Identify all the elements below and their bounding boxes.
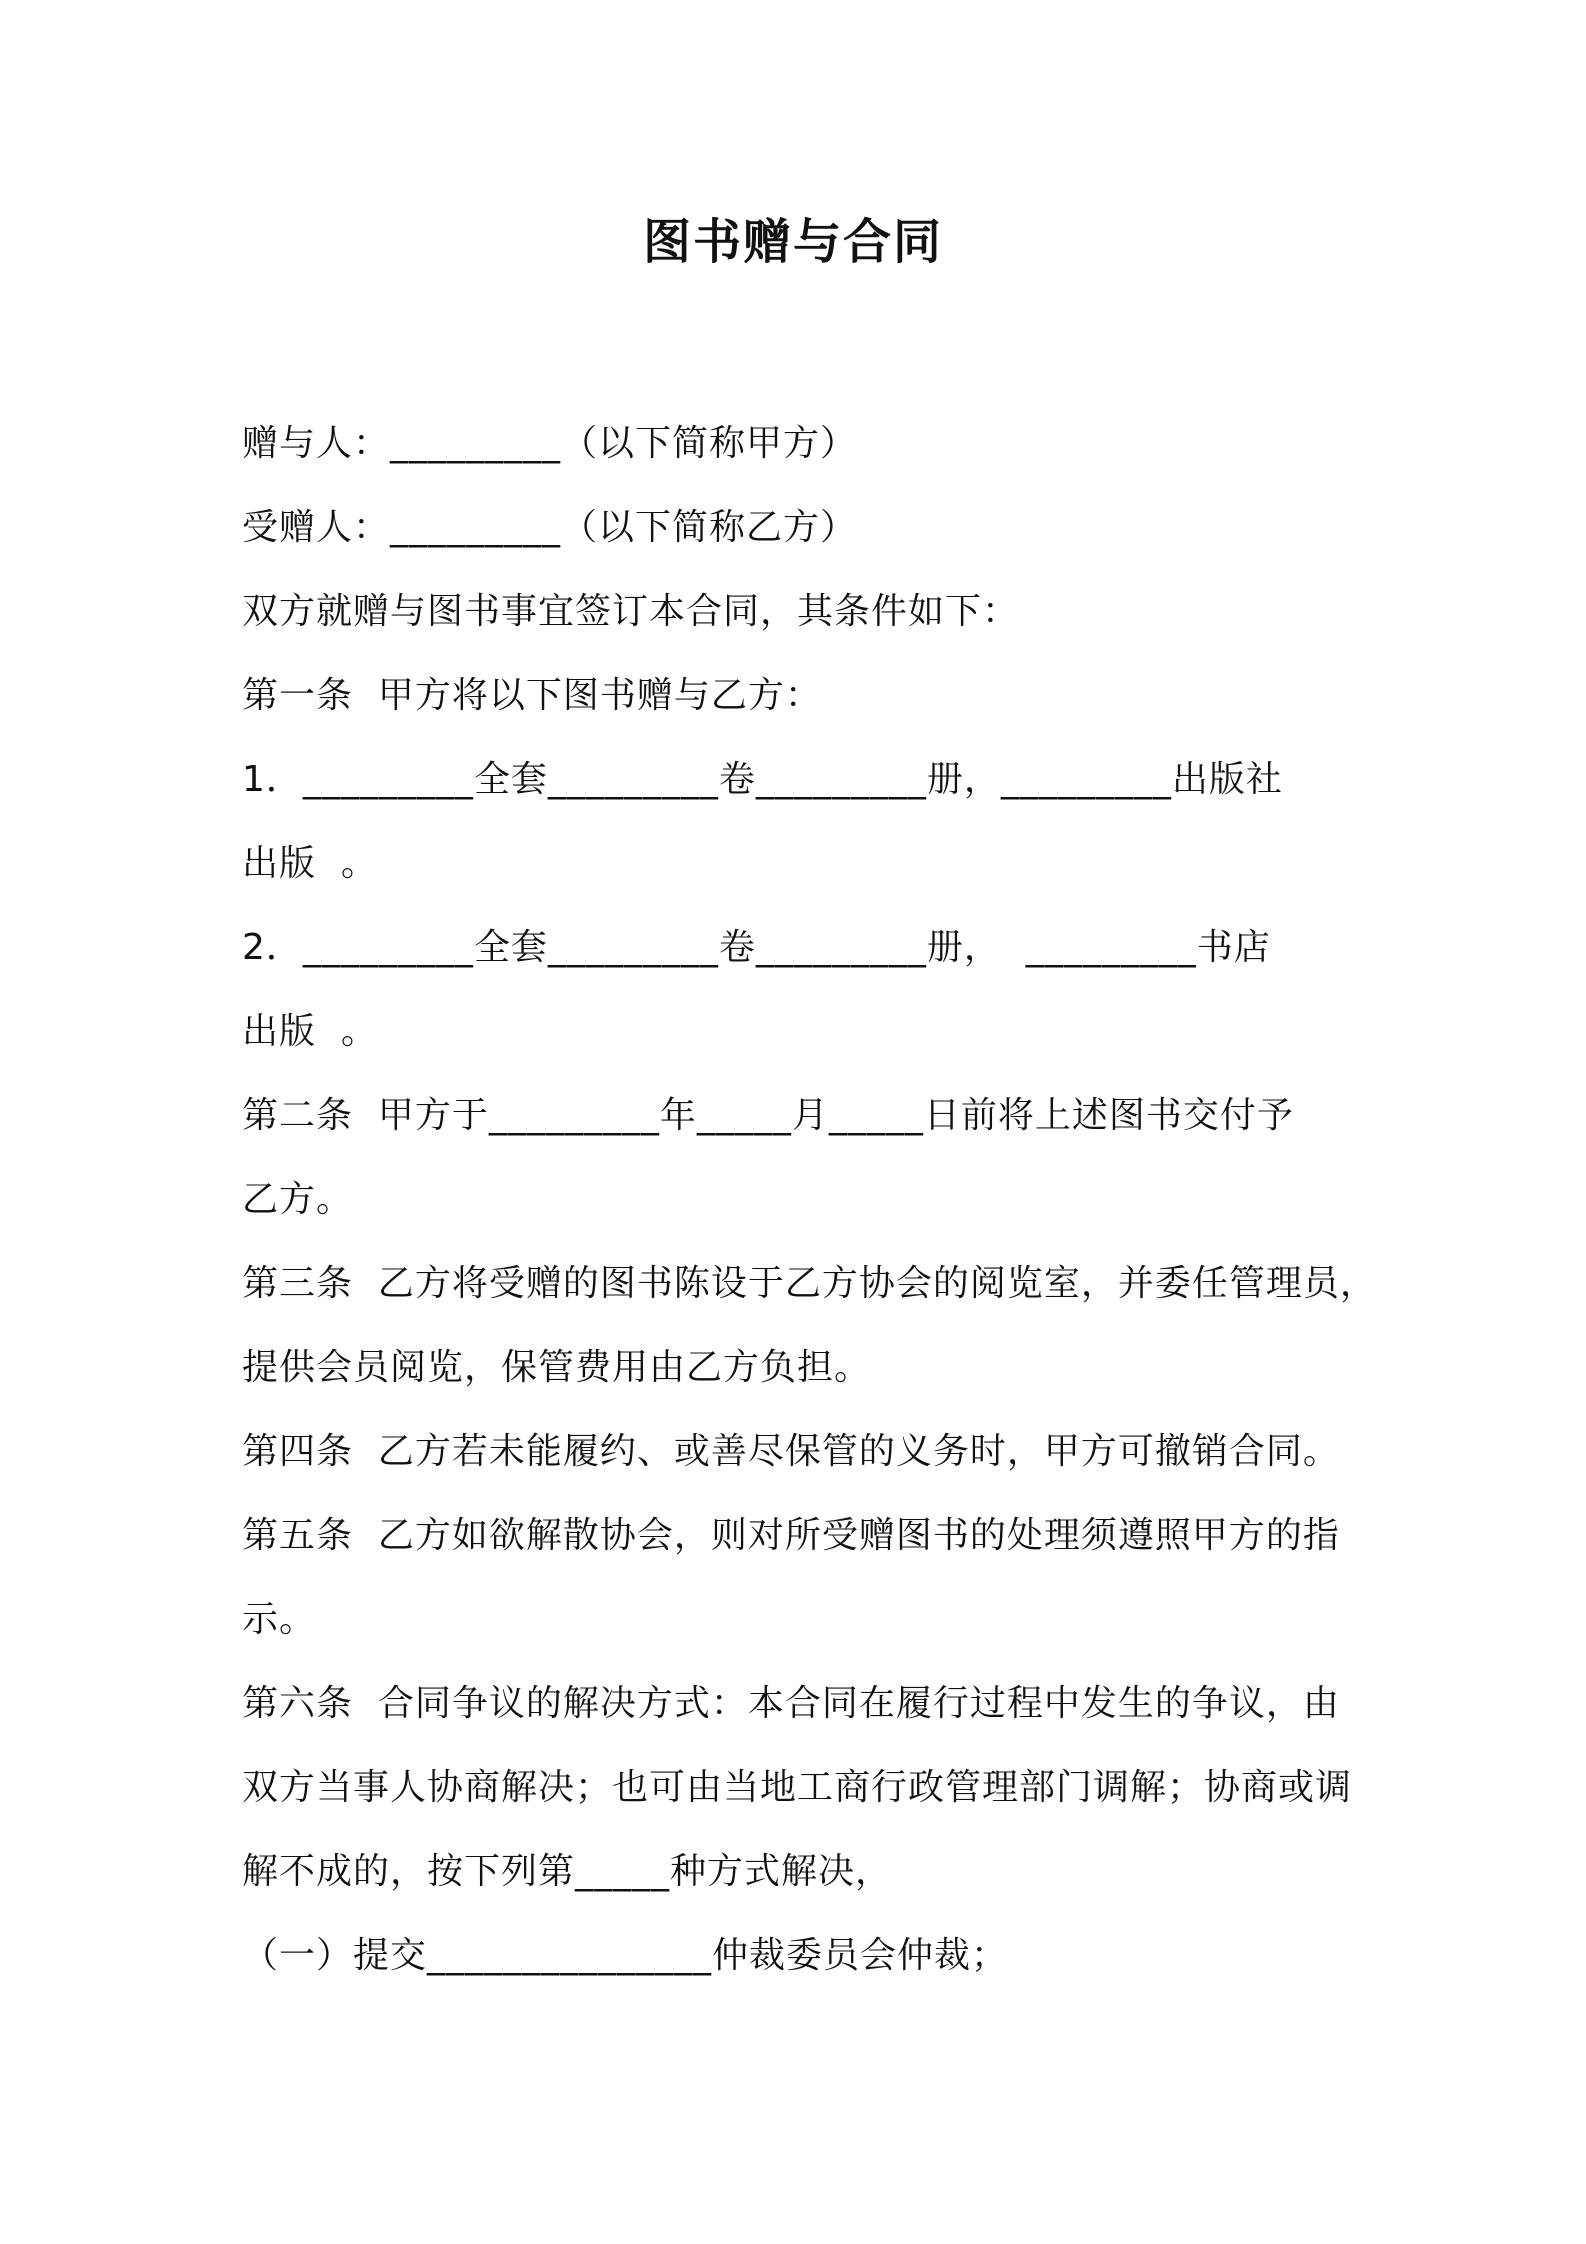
document-title: 图书赠与合同 (642, 214, 943, 270)
intro-line: 双方就赠与图书事宜签订本合同，其条件如下： (242, 591, 1020, 632)
article-6-continuation-1: 双方当事人协商解决；也可由当地工商行政管理部门调解；协商或调 (242, 1767, 1353, 1808)
article-3-continuation: 提供会员阅览，保管费用由乙方负担。 (242, 1347, 872, 1388)
document-body (242, 402, 1382, 1998)
article-4-line: 第四条 乙方若未能履约、或善尽保管的义务时，甲方可撤销合同。 (242, 1431, 1340, 1472)
item-2-continuation: 出版 。 (242, 1011, 378, 1052)
item-2-line: 2．_________全套_________卷_________册， _________书店 (242, 927, 1271, 968)
article-2-line: 第二条 甲方于_________年_____月_____日前将上述图书交付予 (242, 1095, 1294, 1136)
article-6-line: 第六条 合同争议的解决方式：本合同在履行过程中发生的争议，由 (242, 1683, 1340, 1724)
item-1-continuation: 出版 。 (242, 843, 378, 884)
item-1-line: 1．_________全套_________卷_________册，_________出版社 (242, 759, 1283, 800)
arbitration-option-line: （一）提交_______________仲裁委员会仲裁； (242, 1935, 1009, 1976)
article-3-line: 第三条 乙方将受赠的图书陈设于乙方协会的阅览室，并委任管理员， (242, 1263, 1377, 1304)
article-5-line: 第五条 乙方如欲解散协会，则对所受赠图书的处理须遵照甲方的指 (242, 1515, 1340, 1556)
article-6-continuation-2: 解不成的，按下列第_____种方式解决， (242, 1851, 893, 1892)
donor-line: 赠与人：_________（以下简称甲方） (242, 423, 858, 464)
article-1-line: 第一条 甲方将以下图书赠与乙方： (242, 675, 822, 716)
article-2-continuation: 乙方。 (242, 1179, 354, 1220)
article-5-continuation: 示。 (242, 1599, 317, 1640)
recipient-line: 受赠人：_________（以下简称乙方） (242, 507, 858, 548)
